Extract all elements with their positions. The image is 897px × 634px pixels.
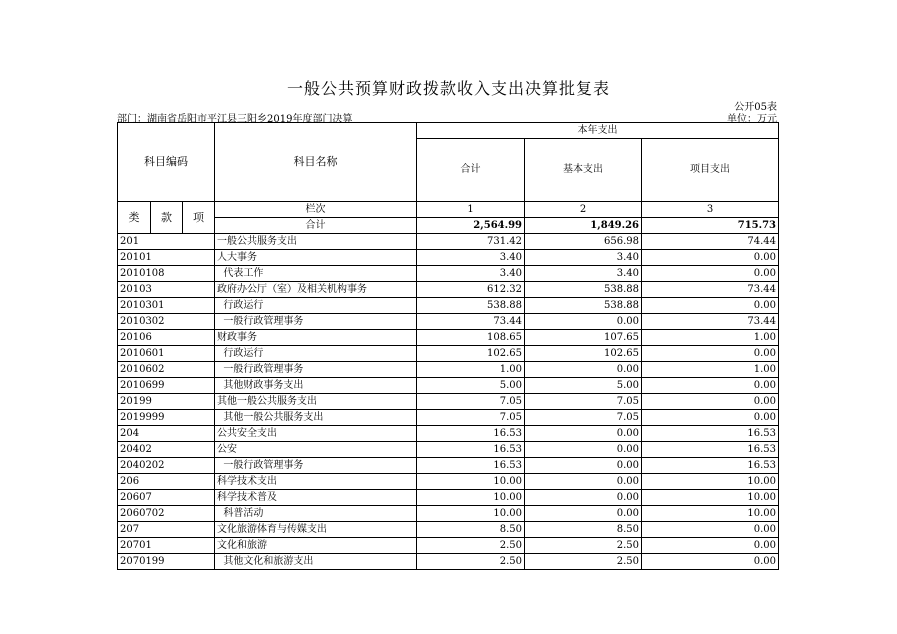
row-code: 2010108 [118,266,215,282]
row-basic: 0.00 [525,474,642,490]
row-basic: 8.50 [525,522,642,538]
row-name: 文化和旅游 [215,538,417,554]
row-total: 3.40 [417,250,525,266]
row-project: 0.00 [642,394,779,410]
row-total: 538.88 [417,298,525,314]
row-total: 10.00 [417,474,525,490]
table-row [118,458,779,474]
row-total: 2.50 [417,538,525,554]
table-row [118,474,779,490]
table-row [118,362,779,378]
budget-table [117,122,779,570]
row-project: 74.44 [642,234,779,250]
subject-code-header: 科目编码 [118,123,215,202]
total-header: 合计 [417,139,525,202]
subject-name-header: 科目名称 [215,123,417,202]
department-label: 部门：湖南省岳阳市平江县三阳乡2019年度部门决算 [117,114,353,125]
sum-project: 715.73 [642,218,779,234]
row-total: 16.53 [417,442,525,458]
row-basic: 0.00 [525,490,642,506]
row-basic: 656.98 [525,234,642,250]
row-code: 207 [118,522,215,538]
row-project: 0.00 [642,250,779,266]
row-code: 20402 [118,442,215,458]
row-name: 行政运行 [215,346,417,362]
row-code: 2070199 [118,554,215,570]
row-code: 2010302 [118,314,215,330]
row-project: 1.00 [642,362,779,378]
row-basic: 538.88 [525,298,642,314]
row-basic: 538.88 [525,282,642,298]
row-name: 政府办公厅（室）及相关机构事务 [215,282,417,298]
row-name: 科学技术普及 [215,490,417,506]
row-total: 16.53 [417,458,525,474]
row-name: 一般行政管理事务 [215,314,417,330]
row-name: 其他一般公共服务支出 [215,410,417,426]
table-row [118,282,779,298]
row-basic: 5.00 [525,378,642,394]
row-project: 16.53 [642,442,779,458]
row-total: 10.00 [417,490,525,506]
row-code: 2010301 [118,298,215,314]
row-code: 2019999 [118,410,215,426]
row-name: 其他文化和旅游支出 [215,554,417,570]
table-row [118,426,779,442]
row-total: 612.32 [417,282,525,298]
table-row [118,378,779,394]
row-name: 一般行政管理事务 [215,362,417,378]
row-total: 8.50 [417,522,525,538]
table-row [118,298,779,314]
row-project: 16.53 [642,426,779,442]
row-code: 20701 [118,538,215,554]
row-total: 73.44 [417,314,525,330]
row-code: 206 [118,474,215,490]
row-basic: 0.00 [525,426,642,442]
row-basic: 102.65 [525,346,642,362]
table-row [118,410,779,426]
row-code: 20199 [118,394,215,410]
row-name: 文化旅游体育与传媒支出 [215,522,417,538]
row-project: 0.00 [642,554,779,570]
row-basic: 0.00 [525,458,642,474]
unit-label: 单位：万元 [727,114,777,125]
table-row [118,490,779,506]
row-basic: 7.05 [525,394,642,410]
xiang-header: 项 [183,202,215,234]
row-code: 2060702 [118,506,215,522]
row-project: 10.00 [642,490,779,506]
row-project: 0.00 [642,378,779,394]
row-name: 科学技术支出 [215,474,417,490]
row-code: 20106 [118,330,215,346]
row-code: 201 [118,234,215,250]
column-3: 3 [642,202,779,218]
row-code: 2010699 [118,378,215,394]
row-basic: 107.65 [525,330,642,346]
row-basic: 7.05 [525,410,642,426]
column-1: 1 [417,202,525,218]
table-row [118,506,779,522]
row-project: 0.00 [642,298,779,314]
row-total: 16.53 [417,426,525,442]
row-name: 财政事务 [215,330,417,346]
row-basic: 0.00 [525,314,642,330]
sum-total: 2,564.99 [417,218,525,234]
kuan-header: 款 [151,202,183,234]
row-total: 731.42 [417,234,525,250]
row-project: 0.00 [642,346,779,362]
row-name: 其他一般公共服务支出 [215,394,417,410]
row-basic: 0.00 [525,442,642,458]
table-row [118,330,779,346]
column-2: 2 [525,202,642,218]
basic-header: 基本支出 [525,139,642,202]
row-total: 10.00 [417,506,525,522]
page-title: 一般公共预算财政拨款收入支出决算批复表 [286,79,610,98]
table-row [118,234,779,250]
row-total: 102.65 [417,346,525,362]
table-row [118,346,779,362]
row-name: 一般行政管理事务 [215,458,417,474]
row-total: 1.00 [417,362,525,378]
row-project: 10.00 [642,506,779,522]
row-name: 公安 [215,442,417,458]
row-project: 10.00 [642,474,779,490]
row-name: 代表工作 [215,266,417,282]
row-basic: 0.00 [525,506,642,522]
row-project: 0.00 [642,538,779,554]
row-total: 7.05 [417,394,525,410]
row-project: 16.53 [642,458,779,474]
row-project: 1.00 [642,330,779,346]
row-total: 2.50 [417,554,525,570]
sum-basic: 1,849.26 [525,218,642,234]
row-basic: 2.50 [525,554,642,570]
table-row [118,250,779,266]
row-project: 0.00 [642,522,779,538]
table-row [118,314,779,330]
sum-label: 合计 [215,218,417,234]
row-code: 204 [118,426,215,442]
row-name: 其他财政事务支出 [215,378,417,394]
row-name: 公共安全支出 [215,426,417,442]
form-number: 公开05表 [734,102,777,113]
row-code: 2010601 [118,346,215,362]
year-expense-header: 本年支出 [417,123,779,139]
table-row [118,394,779,410]
row-basic: 3.40 [525,266,642,282]
row-basic: 3.40 [525,250,642,266]
row-name: 科普活动 [215,506,417,522]
table-row [118,266,779,282]
lei-header: 类 [118,202,151,234]
row-project: 0.00 [642,266,779,282]
row-project: 0.00 [642,410,779,426]
row-code: 20103 [118,282,215,298]
row-basic: 2.50 [525,538,642,554]
table-row [118,442,779,458]
column-no-label: 栏次 [215,202,417,218]
table-row [118,554,779,570]
row-total: 108.65 [417,330,525,346]
row-total: 5.00 [417,378,525,394]
row-code: 2040202 [118,458,215,474]
row-name: 人大事务 [215,250,417,266]
row-project: 73.44 [642,314,779,330]
project-header: 项目支出 [642,139,779,202]
row-name: 一般公共服务支出 [215,234,417,250]
row-project: 73.44 [642,282,779,298]
row-code: 20101 [118,250,215,266]
row-basic: 0.00 [525,362,642,378]
table-row [118,522,779,538]
row-code: 20607 [118,490,215,506]
row-code: 2010602 [118,362,215,378]
row-total: 3.40 [417,266,525,282]
table-row [118,538,779,554]
row-name: 行政运行 [215,298,417,314]
row-total: 7.05 [417,410,525,426]
